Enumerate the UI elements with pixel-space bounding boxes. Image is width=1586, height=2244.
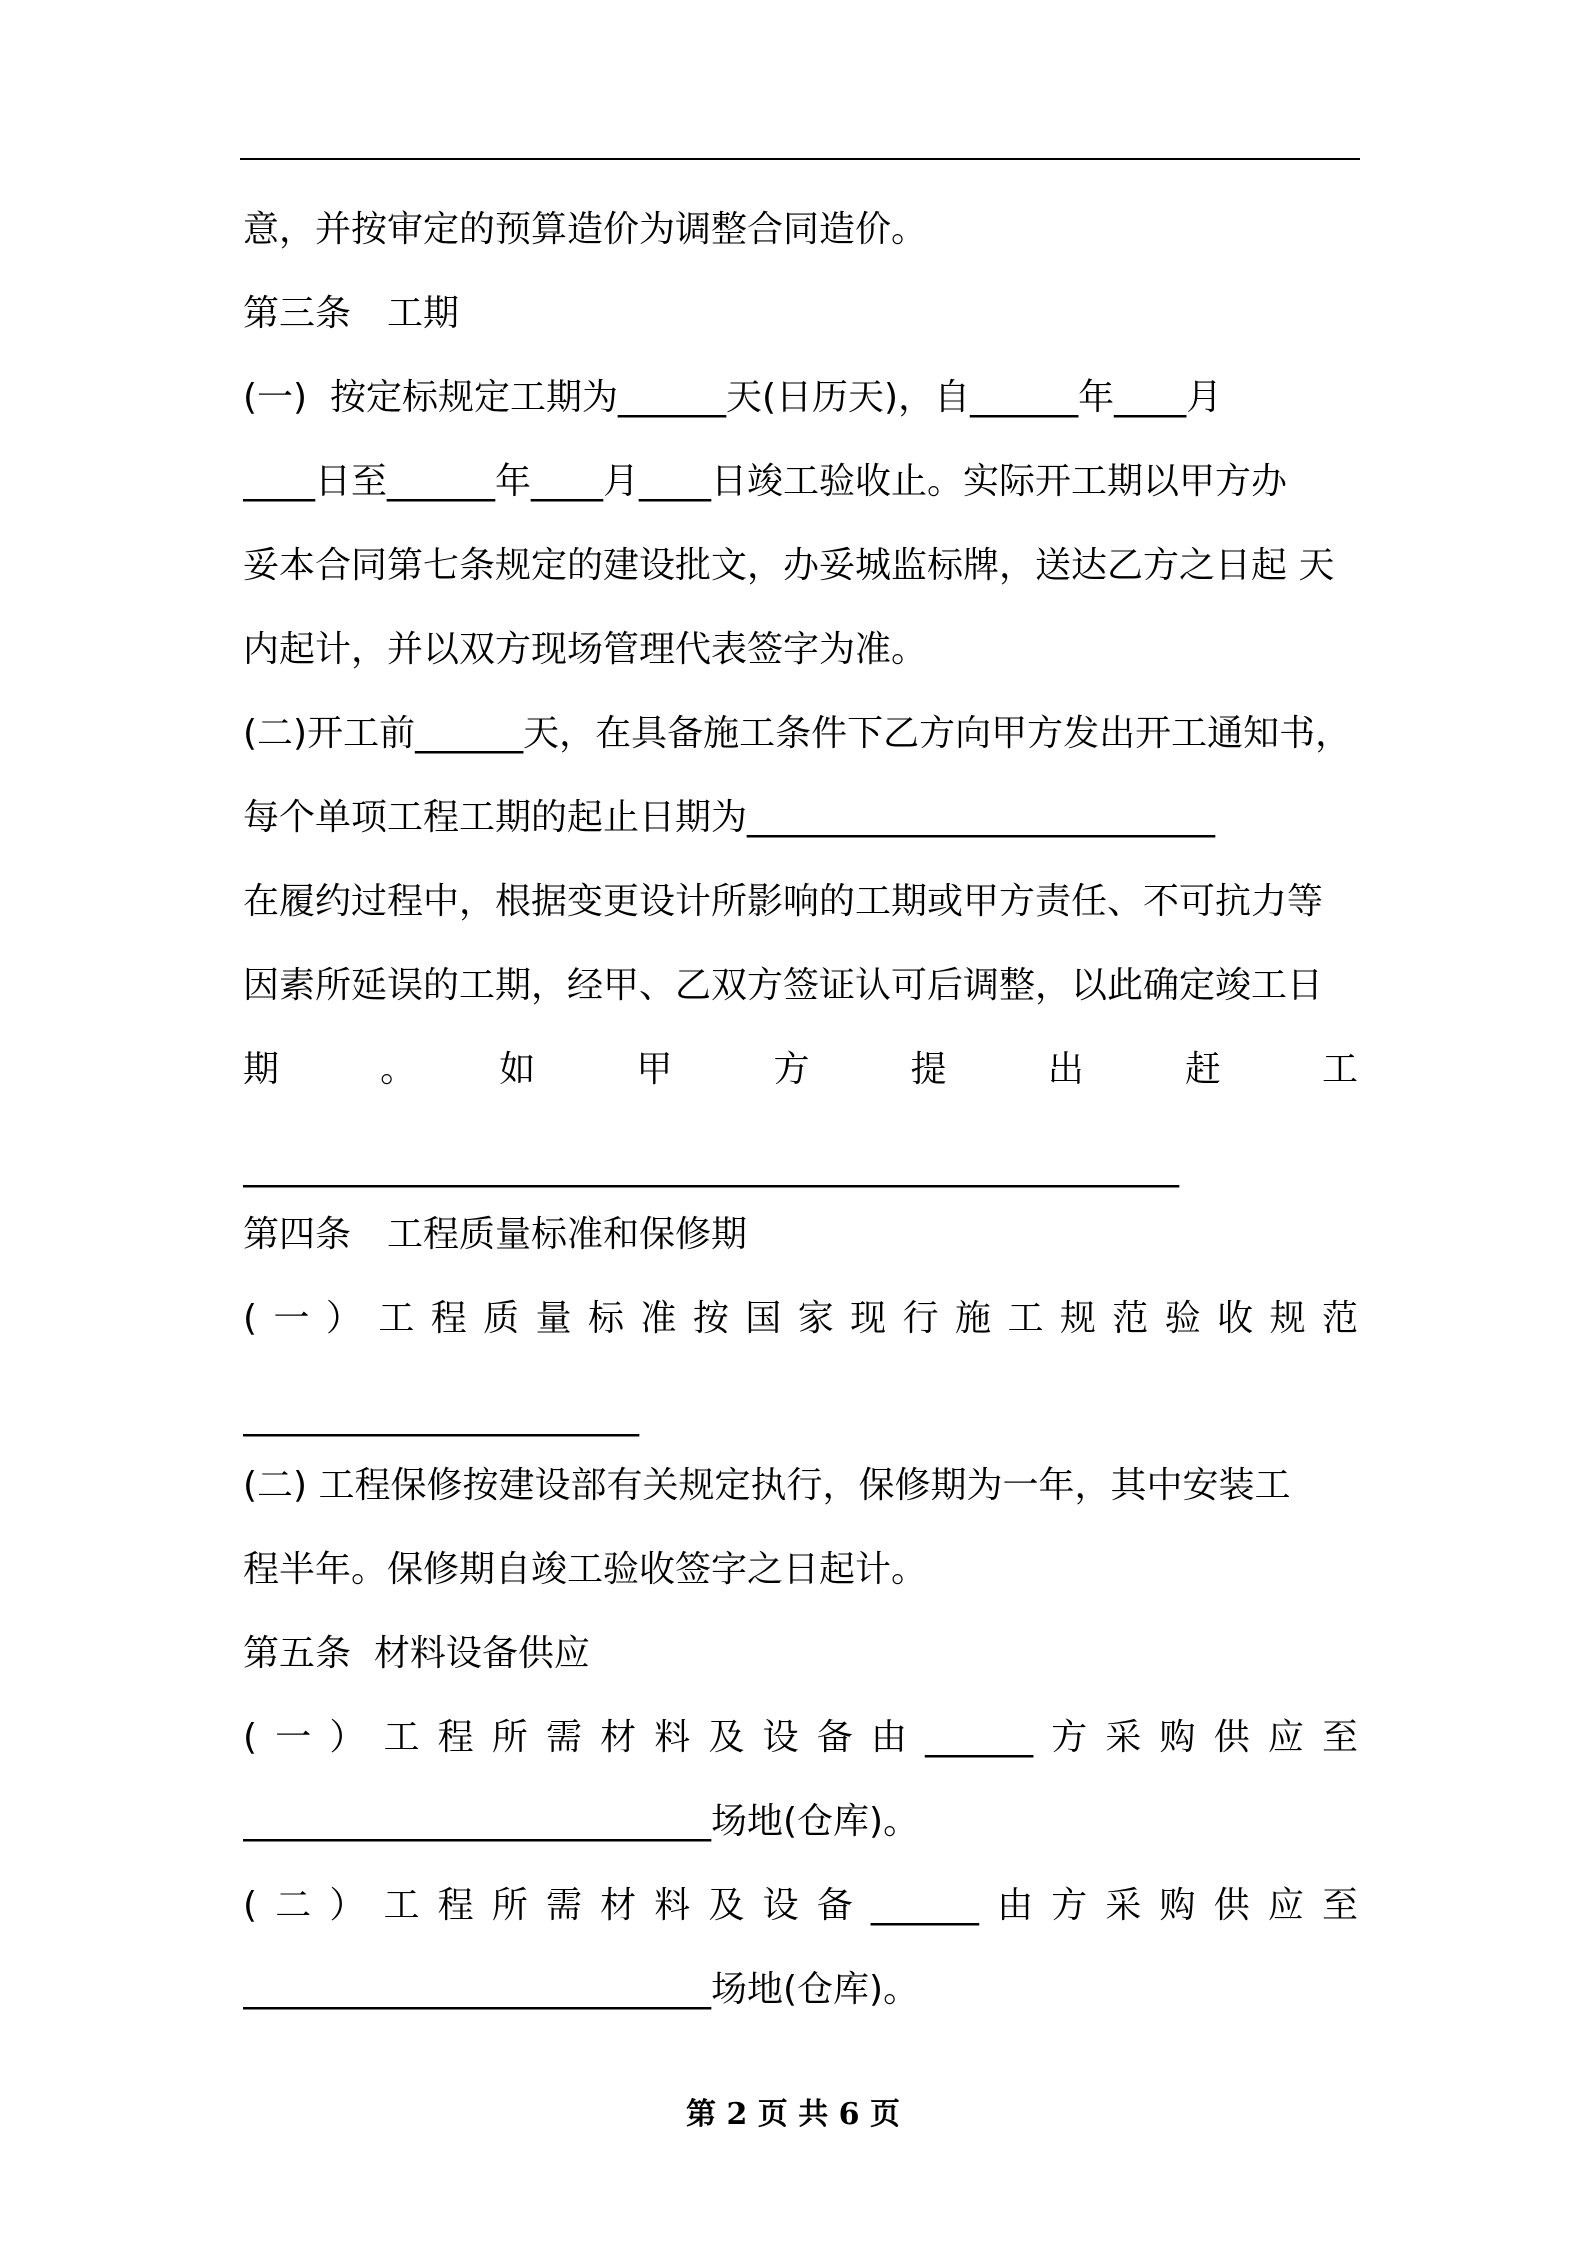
blank-line-15: ______________________ (243, 1396, 639, 1437)
text-line-19: (一）工程所需材料及设备由______方采购供应至 (243, 1717, 1358, 1758)
blank-line-12: ____________________________________________________ (243, 1147, 1179, 1188)
text-line-3: (一) 按定标规定工期为______天(日历天)，自______年____月 (243, 377, 1223, 418)
text-line-1: 意，并按审定的预算造价为调整合同造价。 (243, 209, 928, 250)
article-3-heading: 第三条 工期 (243, 293, 460, 334)
text-line-4: ____日至______年____月____日竣工验收止。实际开工期以甲方办 (243, 461, 1288, 502)
text-line-5: 妥本合同第七条规定的建设批文，办妥城监标牌，送达乙方之日起 天 (243, 545, 1335, 586)
text-line-14: (一）工程质量标准按国家现行施工规范验收规范 (243, 1298, 1358, 1339)
text-line-17: 程半年。保修期自竣工验收签字之日起计。 (243, 1549, 928, 1590)
page-number-footer: 第 2 页 共 6 页 (686, 2097, 900, 2132)
text-line-20: __________________________场地(仓库)。 (243, 1801, 920, 1842)
text-line-21: (二）工程所需材料及设备______由方采购供应至 (243, 1885, 1358, 1926)
header-rule (240, 158, 1360, 160)
text-line-16: (二) 工程保修按建设部有关规定执行，保修期为一年，其中安装工 (243, 1465, 1291, 1506)
text-line-10: 因素所延误的工期，经甲、乙双方签证认可后调整，以此确定竣工日 (243, 965, 1324, 1006)
text-line-22: __________________________场地(仓库)。 (243, 1969, 920, 2010)
text-line-9: 在履约过程中，根据变更设计所影响的工期或甲方责任、不可抗力等 (243, 881, 1324, 922)
article-4-heading: 第四条 工程质量标准和保修期 (243, 1214, 748, 1255)
text-line-6: 内起计，并以双方现场管理代表签字为准。 (243, 629, 928, 670)
text-line-7: (二)开工前______天，在具备施工条件下乙方向甲方发出开工通知书， (243, 713, 1352, 754)
article-5-heading: 第五条 材料设备供应 (243, 1633, 590, 1674)
text-line-8: 每个单项工程工期的起止日期为__________________________ (243, 797, 1216, 838)
text-line-11: 期 。 如 甲 方 提 出 赶 工 (243, 1049, 1358, 1090)
